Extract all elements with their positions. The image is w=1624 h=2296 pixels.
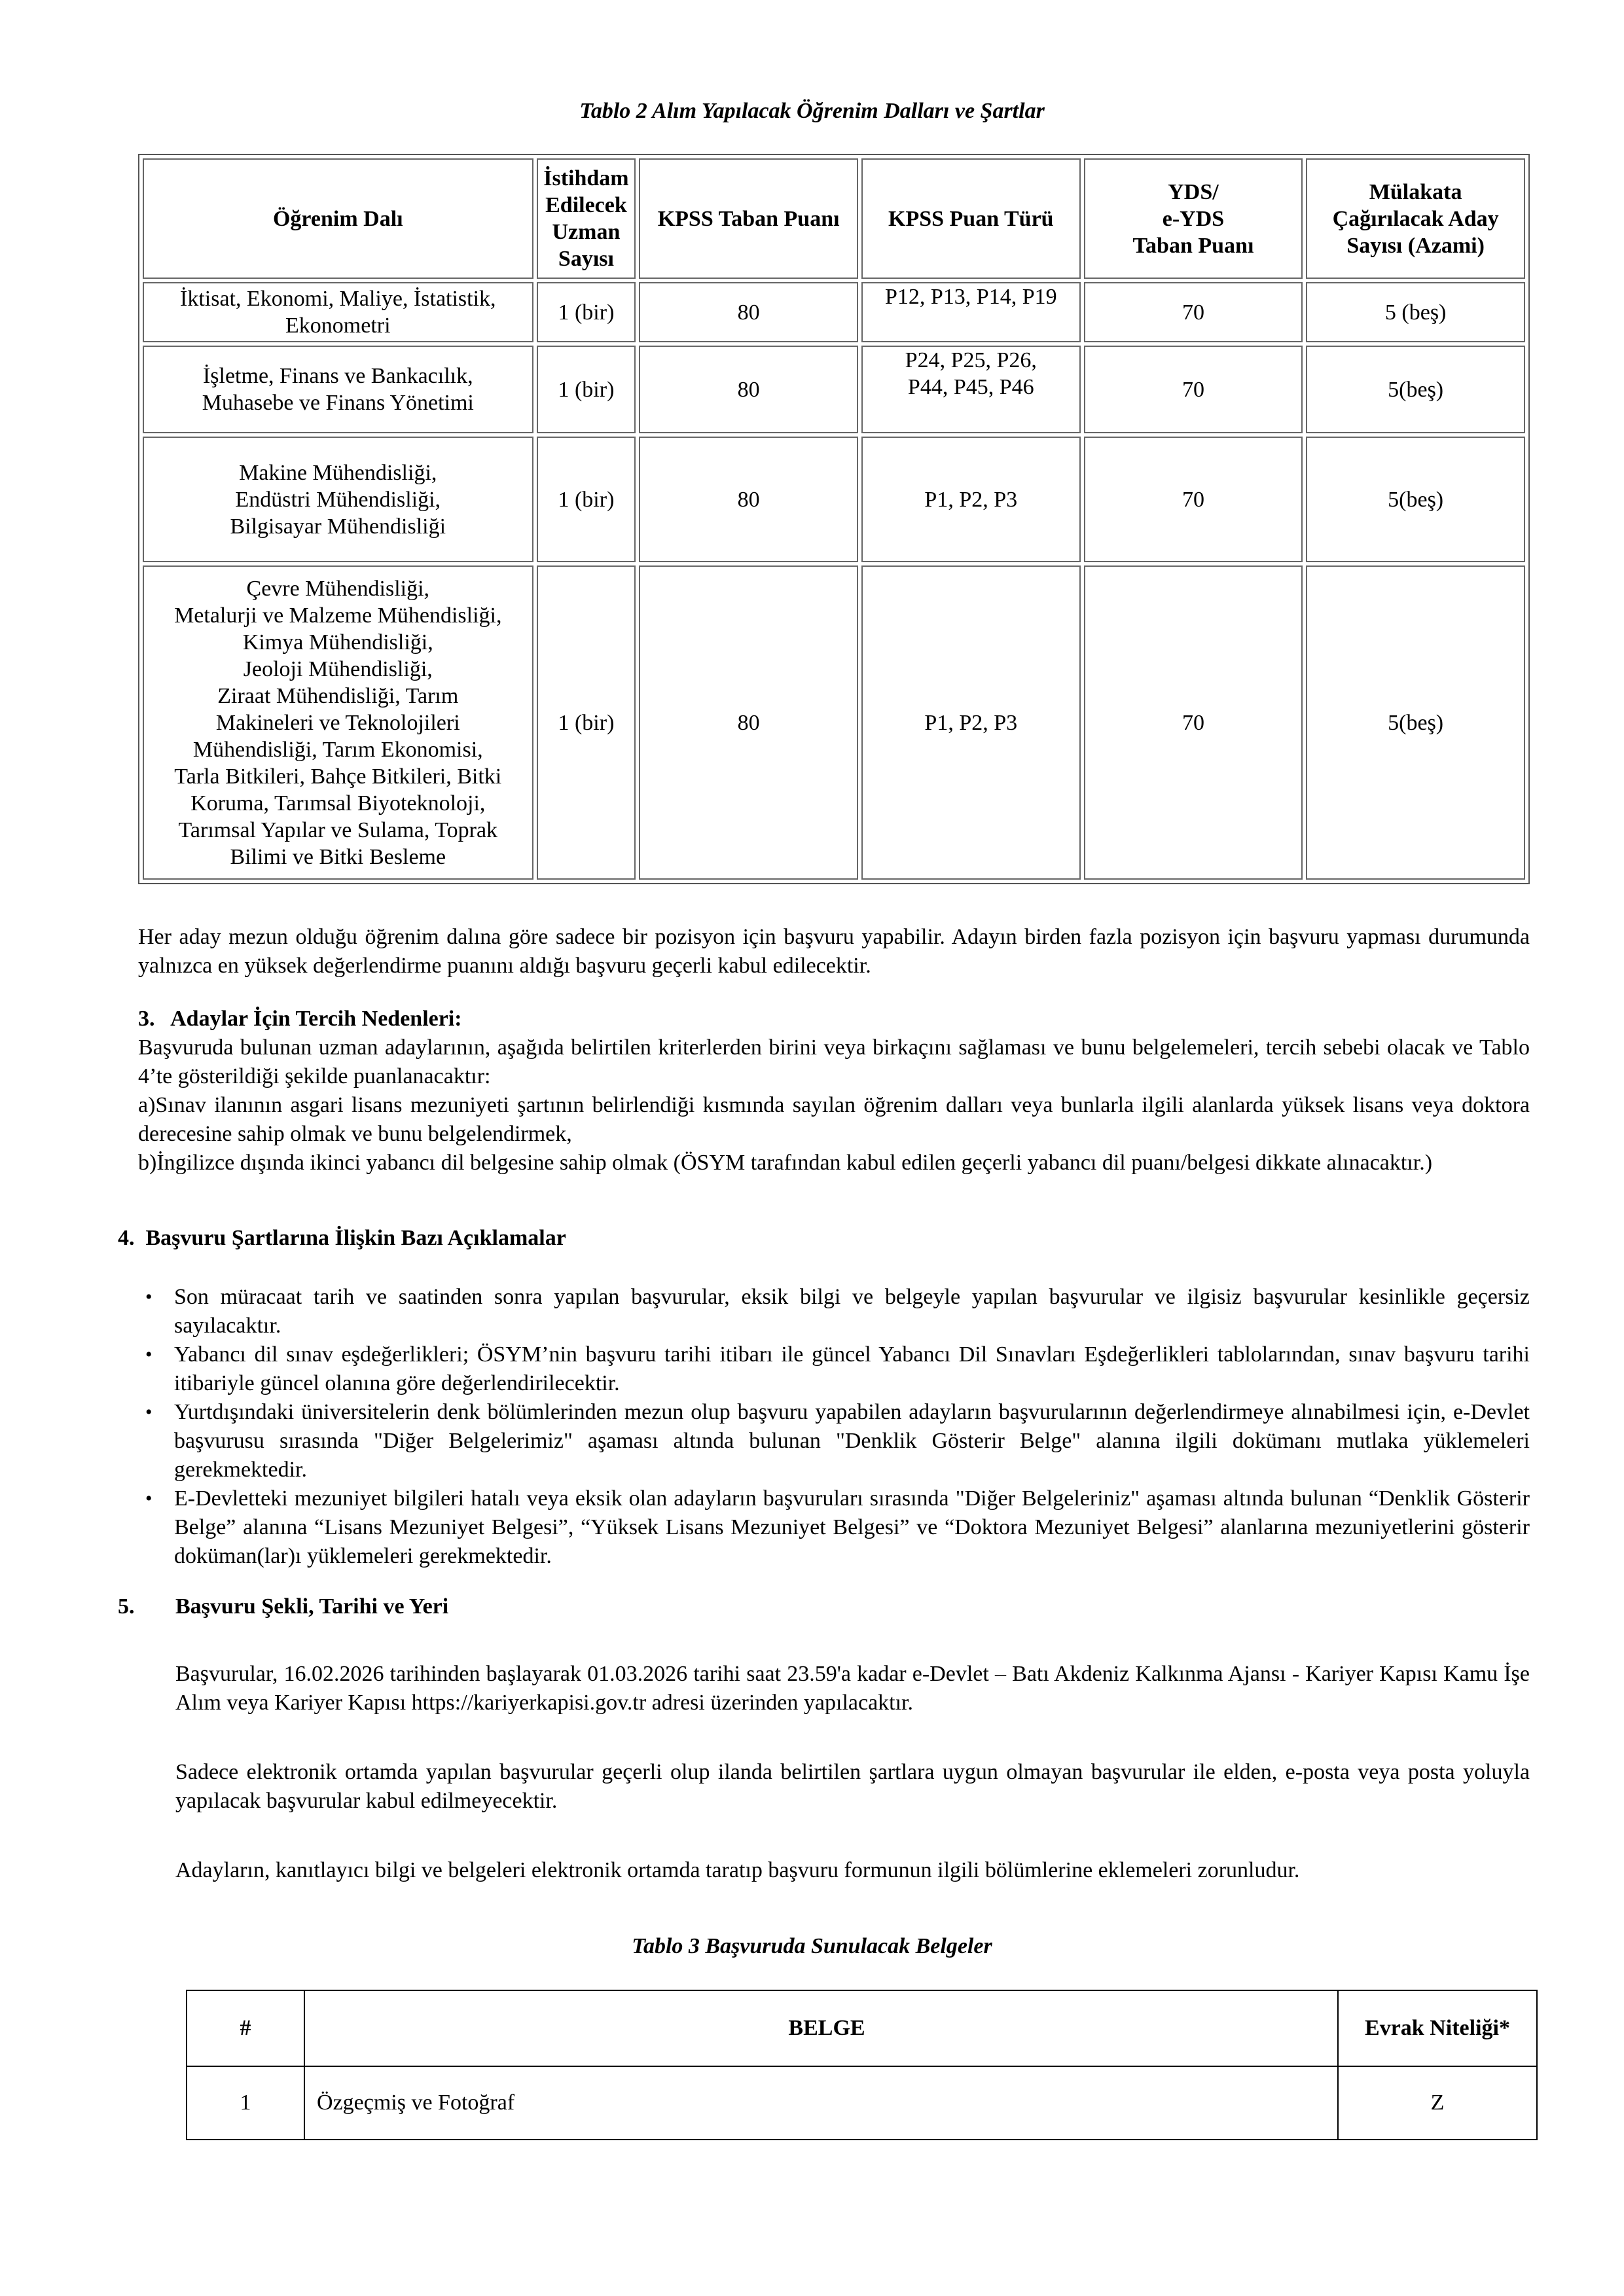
row-kpss-tur: P12, P13, P14, P19 bbox=[861, 282, 1081, 342]
table-row bbox=[187, 2066, 1537, 2140]
section5-number: 5. bbox=[118, 1594, 135, 1619]
section3-intro: Başvuruda bulunan uzman adaylarının, aşağıda belirtilen kriterlerden birini veya birkaçını sağlaması ve bunu belgelemeleri, tercih sebebi olacak ve Tablo 4’te gösterildiği şekilde puanlanacaktır: bbox=[138, 1035, 1530, 1088]
row-kpss-taban: 80 bbox=[639, 282, 858, 342]
row-kpss-tur: P1, P2, P3 bbox=[861, 565, 1081, 880]
row-belge: Özgeçmiş ve Fotoğraf bbox=[304, 2066, 1338, 2140]
bullet-icon: • bbox=[145, 1488, 153, 1509]
table-row bbox=[143, 346, 1525, 433]
list-item: • Son müracaat tarih ve saatinden sonra yapılan başvurular, eksik bilgi ve belgeyle yapılan başvurular ve ilgisiz başvurular kesinlikle geçersiz sayılacaktır. bbox=[174, 1283, 1530, 1340]
table-row bbox=[143, 437, 1525, 562]
section5-heading bbox=[118, 1592, 449, 1621]
row-yds: 70 bbox=[1084, 565, 1303, 880]
section4-heading bbox=[118, 1224, 566, 1253]
header-uzman-sayisi: İstihdam Edilecek Uzman Sayısı bbox=[537, 158, 636, 279]
header-kpss-taban: KPSS Taban Puanı bbox=[639, 158, 858, 279]
header-number: # bbox=[187, 1990, 304, 2066]
row-mulakat: 5 (beş) bbox=[1306, 282, 1525, 342]
header-yds: YDS/ e-YDS Taban Puanı bbox=[1084, 158, 1303, 279]
section4-title: Başvuru Şartlarına İlişkin Bazı Açıklamalar bbox=[145, 1226, 566, 1250]
row-yds: 70 bbox=[1084, 437, 1303, 562]
table2-header-row bbox=[143, 158, 1525, 279]
row-ogrenim-dali: Makine Mühendisliği, Endüstri Mühendisliği, Bilgisayar Mühendisliği bbox=[143, 437, 533, 562]
row-number: 1 bbox=[187, 2066, 304, 2140]
section4-bullet-list bbox=[138, 1283, 1530, 1571]
section3-criterion-b: b)İngilizce dışında ikinci yabancı dil belgesine sahip olmak (ÖSYM tarafından kabul edilen geçerli yabancı dil puanı/belgesi dikkate alınacaktır.) bbox=[138, 1151, 1433, 1175]
section5-title: Başvuru Şekli, Tarihi ve Yeri bbox=[175, 1594, 449, 1619]
table2-caption: Tablo 2 Alım Yapılacak Öğrenim Dalları ve Şartlar bbox=[579, 99, 1045, 123]
row-uzman-sayisi: 1 (bir) bbox=[537, 437, 636, 562]
row-ogrenim-dali: İktisat, Ekonomi, Maliye, İstatistik, Ekonometri bbox=[143, 282, 533, 342]
section3-title: Adaylar İçin Tercih Nedenleri: bbox=[170, 1007, 462, 1031]
row-ogrenim-dali: İşletme, Finans ve Bankacılık, Muhasebe ve Finans Yönetimi bbox=[143, 346, 533, 433]
table3-caption: Tablo 3 Başvuruda Sunulacak Belgeler bbox=[632, 1934, 992, 1958]
list-item: • Yurtdışındaki üniversitelerin denk bölümlerinden mezun olup başvuru yapabilen adayların başvurularının değerlendirmeye alınabilmesi için, e-Devlet başvurusu sırasında "Diğer Belgelerimiz" aşaması altında bulunan "Denklik Gösterir Belge" alanına ilgili dokümanı mutlaka yüklemeleri gerekmektedir. bbox=[174, 1398, 1530, 1484]
row-mulakat: 5(beş) bbox=[1306, 565, 1525, 880]
header-kpss-tur: KPSS Puan Türü bbox=[861, 158, 1081, 279]
study-fields-table bbox=[138, 154, 1530, 884]
header-belge: BELGE bbox=[304, 1990, 1338, 2066]
row-yds: 70 bbox=[1084, 282, 1303, 342]
row-kpss-taban: 80 bbox=[639, 565, 858, 880]
documents-table bbox=[186, 1990, 1538, 2140]
section5-paragraph-1: Başvurular, 16.02.2026 tarihinden başlayarak 01.03.2026 tarihi saat 23.59'a kadar e-Devlet – Batı Akdeniz Kalkınma Ajansı - Kariyer Kapısı Kamu İşe Alım veya Kariyer Kapısı https://kariyerkapisi.gov.tr adresi üzerinden yapılacaktır. bbox=[175, 1662, 1530, 1715]
bullet-icon: • bbox=[145, 1344, 153, 1365]
row-kpss-tur: P1, P2, P3 bbox=[861, 437, 1081, 562]
table-row bbox=[143, 565, 1525, 880]
header-mulakat: Mülakata Çağırılacak Aday Sayısı (Azami) bbox=[1306, 158, 1525, 279]
row-evrak-niteligi: Z bbox=[1338, 2066, 1537, 2140]
section3-criterion-a: a)Sınav ilanının asgari lisans mezuniyeti şartının belirlendiği kısmında sayılan öğrenim dalları veya bunlarla ilgili alanlarda yüksek lisans veya doktora derecesine sahip olmak ve bunu belgelendirmek, bbox=[138, 1093, 1530, 1146]
header-evrak-niteligi: Evrak Niteliği* bbox=[1338, 1990, 1537, 2066]
section3-body bbox=[138, 1033, 1530, 1177]
row-yds: 70 bbox=[1084, 346, 1303, 433]
section4-number: 4. bbox=[118, 1226, 135, 1250]
bullet-icon: • bbox=[145, 1401, 153, 1423]
row-ogrenim-dali: Çevre Mühendisliği, Metalurji ve Malzeme Mühendisliği, Kimya Mühendisliği, Jeoloji Mühendisliği, Ziraat Mühendisliği, Tarım Makineleri ve Teknolojileri Mühendisliği, Tarım Ekonomisi, Tarla Bitkileri, Bahçe Bitkileri, Bitki Koruma, Tarımsal Biyoteknoloji, Tarımsal Yapılar ve Sulama, Toprak Bilimi ve Bitki Besleme bbox=[143, 565, 533, 880]
row-kpss-tur: P24, P25, P26, P44, P45, P46 bbox=[861, 346, 1081, 433]
list-item: • Yabancı dil sınav eşdeğerlikleri; ÖSYM’nin başvuru tarihi itibarı ile güncel Yabancı Dil Sınavları Eşdeğerlikleri tablolarından, sınav başvuru tarihi itibariyle güncel olanına göre değerlendirilecektir. bbox=[174, 1340, 1530, 1398]
bullet-icon: • bbox=[145, 1286, 153, 1308]
row-mulakat: 5(beş) bbox=[1306, 437, 1525, 562]
header-ogrenim-dali: Öğrenim Dalı bbox=[143, 158, 533, 279]
single-position-note: Her aday mezun olduğu öğrenim dalına göre sadece bir pozisyon için başvuru yapabilir. Adayın birden fazla pozisyon için başvuru yapması durumunda yalnızca en yüksek değerlendirme puanını aldığı başvuru geçerli kabul edilecektir. bbox=[138, 925, 1530, 978]
row-mulakat: 5(beş) bbox=[1306, 346, 1525, 433]
section3-number: 3. bbox=[138, 1007, 155, 1031]
row-uzman-sayisi: 1 (bir) bbox=[537, 565, 636, 880]
row-kpss-taban: 80 bbox=[639, 437, 858, 562]
row-uzman-sayisi: 1 (bir) bbox=[537, 346, 636, 433]
table3-header-row bbox=[187, 1990, 1537, 2066]
section5-paragraph-2: Sadece elektronik ortamda yapılan başvurular geçerli olup ilanda belirtilen şartlara uygun olmayan başvurular ile elden, e-posta veya posta yoluyla yapılacak başvurular kabul edilmeyecektir. bbox=[175, 1760, 1530, 1813]
table-row bbox=[143, 282, 1525, 342]
list-item: • E-Devletteki mezuniyet bilgileri hatalı veya eksik olan adayların başvuruları sırasında "Diğer Belgeleriniz" aşaması altında bulunan “Denklik Gösterir Belge” alanına “Lisans Mezuniyet Belgesi”, “Yüksek Lisans Mezuniyet Belgesi” ve “Doktora Mezuniyet Belgesi” alanlarına mezuniyetlerini gösterir doküman(lar)ı yüklemeleri gerekmektedir. bbox=[174, 1484, 1530, 1571]
row-kpss-taban: 80 bbox=[639, 346, 858, 433]
row-uzman-sayisi: 1 (bir) bbox=[537, 282, 636, 342]
section3-heading bbox=[138, 1005, 462, 1033]
section5-paragraph-3: Adayların, kanıtlayıcı bilgi ve belgeleri elektronik ortamda taratıp başvuru formunun ilgili bölümlerine eklemeleri zorunludur. bbox=[175, 1858, 1300, 1882]
